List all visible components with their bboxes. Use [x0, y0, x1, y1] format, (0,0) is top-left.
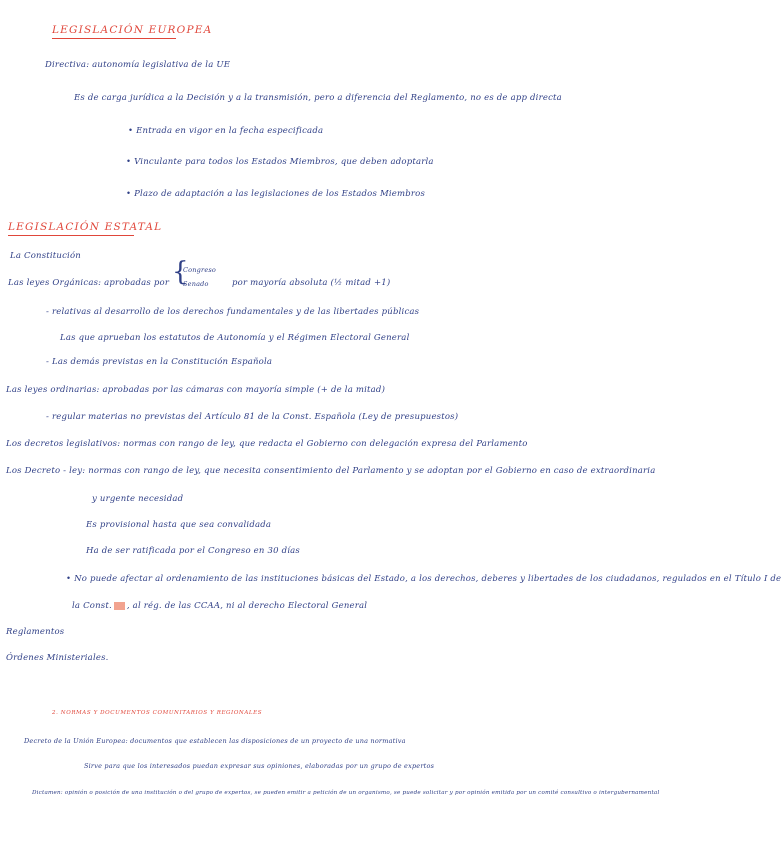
footer-line-2: Sirve para que los interesados puedan expresar sus opiniones, elaboradas por un grupo de expertos [84, 762, 435, 770]
footer-line-1: Decreto de la Unión Europea: documentos que establecen las disposiciones de un proyecto de una normativa [24, 737, 406, 745]
constitucion-item: La Constitución [10, 251, 81, 261]
leyes-organicas-prefix: Las leyes Orgánicas: aprobadas por [8, 278, 170, 288]
heading-legislacion-europea: LEGISLACIÓN EUROPEA [52, 24, 213, 36]
bullet-ue-1: • Entrada en vigor en la fecha especificada [128, 126, 324, 136]
lo-item-2: Las que aprueban los estatutos de Autonomía y el Régimen Electoral General [60, 333, 410, 343]
heading-legislacion-estatal: LEGISLACIÓN ESTATAL [8, 221, 163, 233]
reglamentos-item: Reglamentos [6, 627, 65, 637]
decreto-convalidacion: Ha de ser ratificada por el Congreso en 30 días [86, 546, 300, 556]
decreto-ley-continuation: y urgente necesidad [92, 494, 184, 504]
lo-item-1: - relativas al desarrollo de los derechos fundamentales y de las libertades públicas [46, 307, 420, 317]
decreto-ley-line: Los Decreto - ley: normas con rango de ley, que necesita consentimiento del Parlamento y se adoptan por el Gobierno en caso de extraordinaria [6, 466, 656, 476]
footer-line-3: Dictamen: opinión o posición de una institución o del grupo de expertos, se pueden emitir a petición de un organismo, se puede solicitar y por opinión emitida por un comité consultivo o intergubernamental [32, 790, 660, 796]
heading-underline-estatal [8, 235, 134, 236]
brace-senado: Senado [183, 280, 209, 288]
directiva-description: Es de carga jurídica a la Decisión y a la transmisión, pero a diferencia del Reglamento, no es de app directa [74, 93, 562, 103]
decreto-no-afectar-2a: la Const. [72, 601, 112, 611]
decreto-provisional: Es provisional hasta que sea convalidada [86, 520, 272, 530]
footer-red-heading: 2. NORMAS Y DOCUMENTOS COMUNITARIOS Y REGIONALES [52, 710, 263, 716]
ordenes-item: Órdenes Ministeriales. [6, 653, 109, 663]
brace-congreso: Congreso [183, 266, 217, 274]
leyes-organicas-suffix: por mayoría absoluta (½ mitad +1) [232, 278, 391, 288]
highlight-mark [114, 602, 125, 610]
bullet-ue-2: • Vinculante para todos los Estados Miembros, que deben adoptarla [126, 157, 434, 167]
leyes-ordinarias-detail: - regular materias no previstas del Artículo 81 de la Const. Española (Ley de presupuestos) [46, 412, 459, 422]
decretos-legislativos: Los decretos legislativos: normas con rango de ley, que redacta el Gobierno con delegación expresa del Parlamento [6, 439, 528, 449]
heading-underline-ue [52, 38, 176, 39]
bullet-ue-3: • Plazo de adaptación a las legislaciones de los Estados Miembros [126, 189, 426, 199]
decreto-no-afectar-1: • No puede afectar al ordenamiento de las instituciones básicas del Estado, a los derechos, deberes y libertades de los ciudadanos, regulados en el Título I de [66, 574, 781, 584]
brace-symbol: { [172, 257, 189, 287]
directiva-line: Directiva: autonomía legislativa de la UE [45, 60, 231, 70]
decreto-no-afectar-2b: , al rég. de las CCAA, ni al derecho Electoral General [126, 601, 368, 611]
decreto-no-afectar-2 [72, 601, 367, 611]
lo-item-3: - Las demás previstas en la Constitución Española [46, 357, 273, 367]
leyes-ordinarias: Las leyes ordinarias: aprobadas por las cámaras con mayoría simple (+ de la mitad) [6, 385, 386, 395]
